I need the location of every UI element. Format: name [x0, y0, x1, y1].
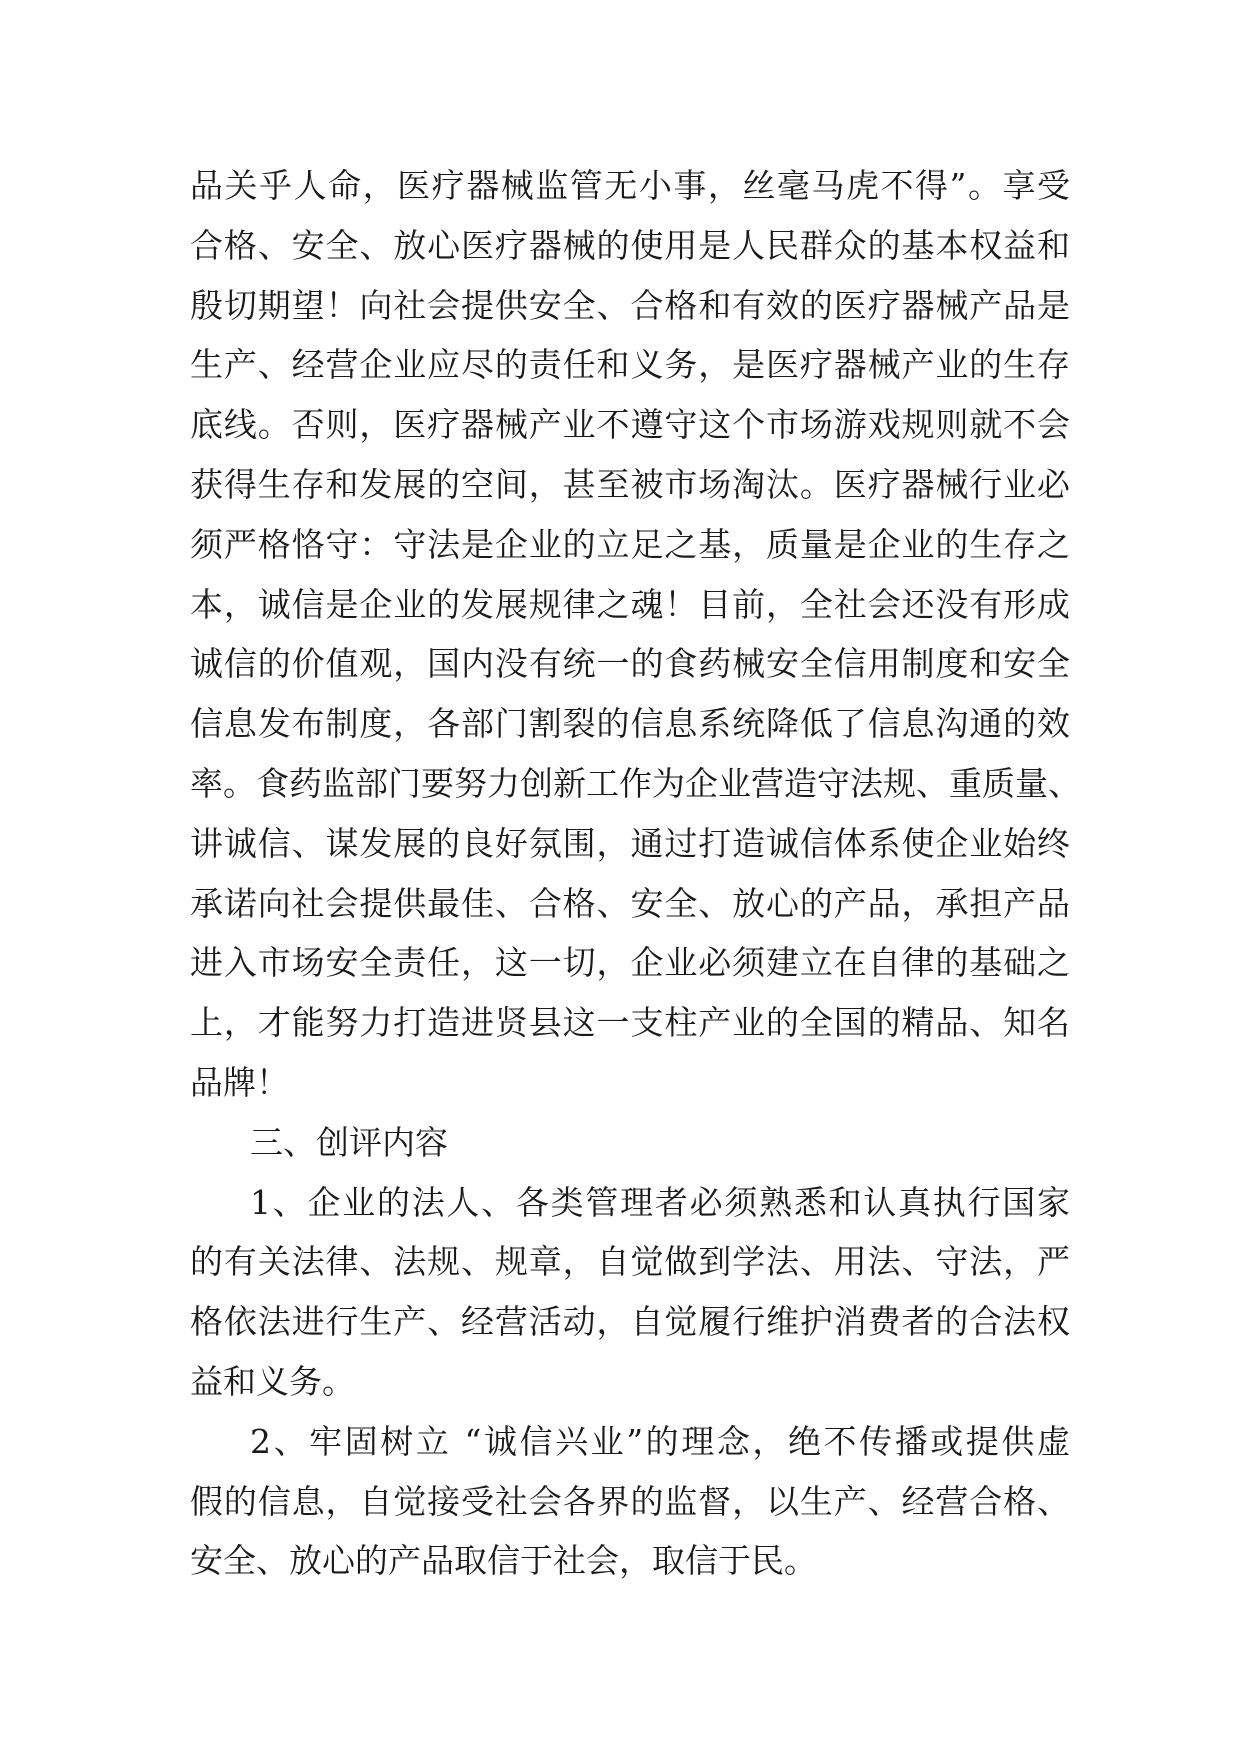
text-line: 本，诚信是企业的发展规律之魂！目前，全社会还没有形成 [190, 584, 1070, 624]
text-line: 上，才能努力打造进贤县这一支柱产业的全国的精品、知名 [190, 1003, 1070, 1043]
text-line: 生产、经营企业应尽的责任和义务，是医疗器械产业的生存 [190, 345, 1070, 385]
text-line: 底线。否则，医疗器械产业不遵守这个市场游戏规则就不会 [190, 405, 1070, 445]
text-line: 安全、放心的产品取信于社会，取信于民。 [190, 1541, 817, 1581]
text-line: 信息发布制度，各部门割裂的信息系统降低了信息沟通的效 [190, 704, 1070, 744]
text-line: 须严格恪守：守法是企业的立足之基，质量是企业的生存之 [190, 524, 1070, 564]
text-line: 诚信的价值观，国内没有统一的食药械安全信用制度和安全 [190, 644, 1070, 684]
section-heading: 三、创评内容 [250, 1122, 448, 1162]
text-line: 承诺向社会提供最佳、合格、安全、放心的产品，承担产品 [190, 883, 1070, 923]
text-line: 的有关法律、法规、规章，自觉做到学法、用法、守法，严 [190, 1242, 1070, 1282]
text-line: 品关乎人命，医疗器械监管无小事，丝毫马虎不得”。享受 [190, 166, 1070, 205]
document-body [190, 156, 1081, 1591]
text-line: 2、牢固树立 “诚信兴业”的理念，绝不传播或提供虚 [250, 1421, 1070, 1461]
text-line: 进入市场安全责任，这一切，企业必须建立在自律的基础之 [190, 943, 1070, 983]
text-line: 殷切期望！向社会提供安全、合格和有效的医疗器械产品是 [190, 285, 1070, 325]
text-line: 益和义务。 [190, 1361, 355, 1401]
text-line: 品牌！ [190, 1062, 289, 1102]
text-line: 合格、安全、放心医疗器械的使用是人民群众的基本权益和 [190, 225, 1070, 265]
text-line: 率。食药监部门要努力创新工作为企业营造守法规、重质量、 [190, 763, 1081, 803]
text-line: 获得生存和发展的空间，甚至被市场淘汰。医疗器械行业必 [190, 464, 1070, 504]
text-line: 假的信息，自觉接受社会各界的监督，以生产、经营合格、 [190, 1481, 1070, 1521]
text-line: 1、企业的法人、各类管理者必须熟悉和认真执行国家 [250, 1182, 1070, 1222]
text-line: 格依法进行生产、经营活动，自觉履行维护消费者的合法权 [190, 1302, 1070, 1342]
text-line: 讲诚信、谋发展的良好氛围，通过打造诚信体系使企业始终 [190, 823, 1070, 863]
